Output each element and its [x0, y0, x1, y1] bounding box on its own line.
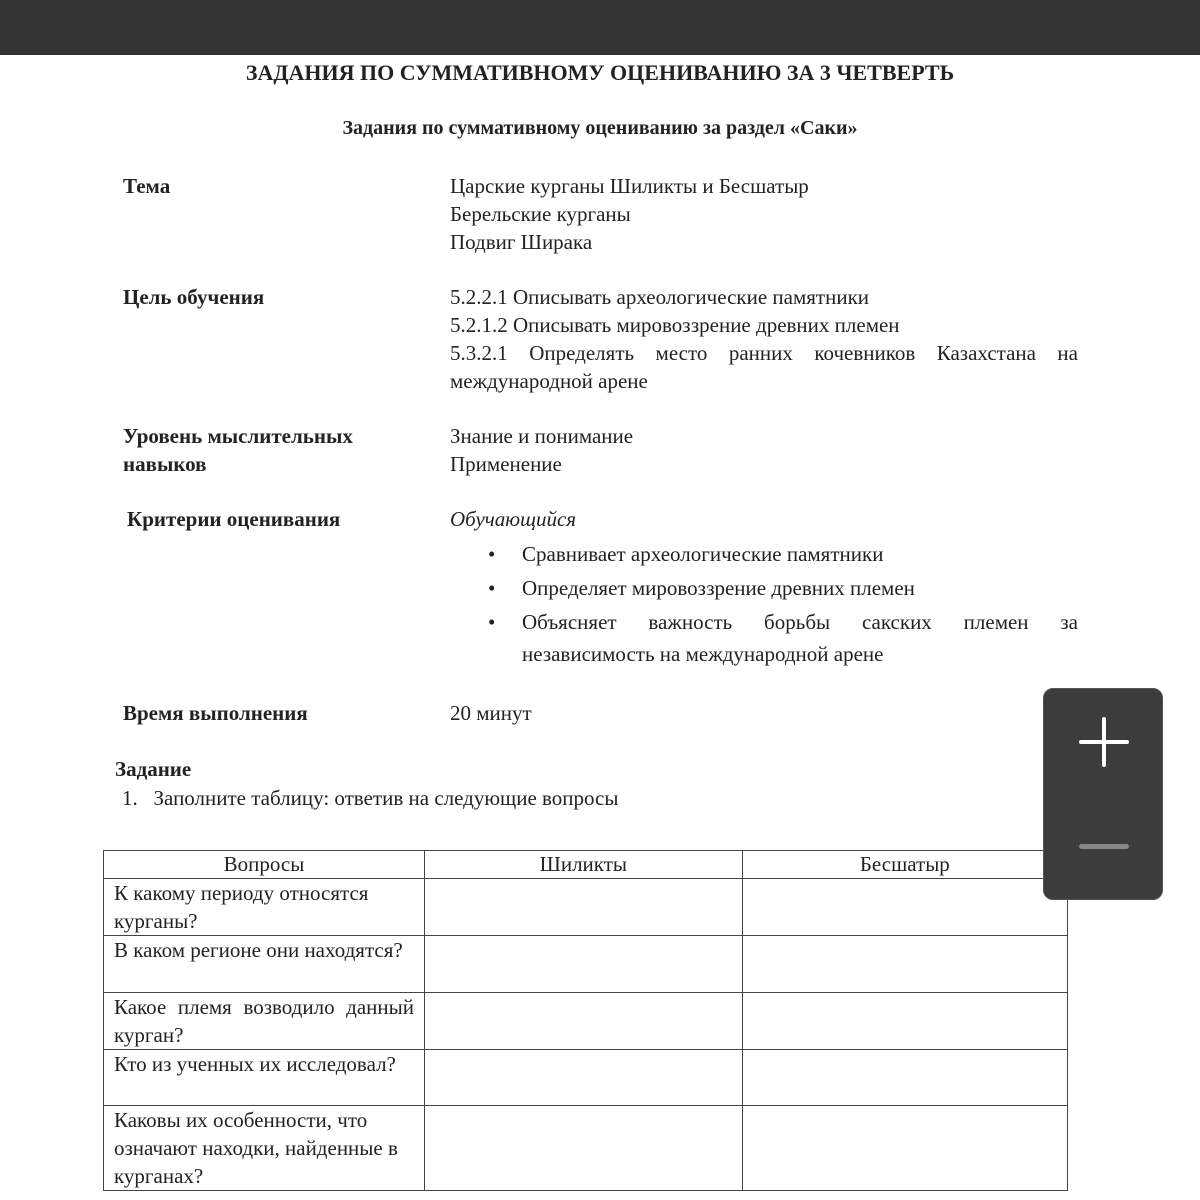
time-value: 20 минут — [450, 701, 532, 725]
topic-value: Царские курганы Шиликты и Бесшатыр — [450, 174, 809, 198]
criteria-list — [488, 538, 1078, 672]
question-cell: Какое племя возводило данный курган? — [104, 993, 425, 1050]
table-row — [104, 1106, 1068, 1191]
answer-cell-shilikty[interactable] — [425, 993, 743, 1050]
level-value: Знание и понимание — [450, 424, 634, 448]
goal-values — [450, 283, 1078, 395]
criteria-item — [488, 572, 1078, 604]
question-cell: Каковы их особенности, что означают находки, найденные в курганах? — [104, 1106, 425, 1191]
level-values — [450, 422, 1078, 478]
topic-values — [450, 172, 1078, 256]
criteria-intro: Обучающийся — [450, 507, 577, 531]
answer-cell-shilikty[interactable] — [425, 1050, 743, 1106]
criteria-item-text: Определяет мировоззрение древних племен — [522, 576, 915, 600]
answer-cell-shilikty[interactable] — [425, 936, 743, 993]
answer-cell-besshatyr[interactable] — [742, 936, 1067, 993]
level-label-line: навыков — [123, 452, 207, 476]
zoom-controls — [1043, 688, 1163, 900]
answer-cell-besshatyr[interactable] — [742, 1106, 1067, 1191]
topic-value: Берельские курганы — [450, 202, 631, 226]
topic-value: Подвиг Ширака — [450, 230, 593, 254]
answer-table — [103, 850, 1068, 1191]
criteria-item — [488, 606, 1078, 670]
bullet-icon: • — [488, 610, 496, 634]
level-label — [123, 422, 353, 478]
column-header: Бесшатыр — [742, 851, 1067, 879]
table-header-row — [104, 851, 1068, 879]
top-toolbar — [0, 0, 1200, 55]
goal-value: 5.2.1.2 Описывать мировоззрение древних племен — [450, 313, 900, 337]
task-item: 1. Заполните таблицу: ответив на следующие вопросы — [122, 786, 619, 810]
criteria-item-text: Сравнивает археологические памятники — [522, 542, 884, 566]
topic-label: Тема — [123, 174, 171, 198]
answer-cell-shilikty[interactable] — [425, 879, 743, 936]
plus-icon[interactable] — [1079, 717, 1129, 767]
criteria-item-text: Объясняет важность борьбы сакских племен за независимость на международной арене — [522, 610, 1078, 666]
answer-cell-besshatyr[interactable] — [742, 1050, 1067, 1106]
answer-cell-besshatyr[interactable] — [742, 993, 1067, 1050]
table-row — [104, 993, 1068, 1050]
level-label-line: Уровень мыслительных — [123, 424, 353, 448]
goal-value: 5.2.2.1 Описывать археологические памятники — [450, 285, 870, 309]
table-row — [104, 936, 1068, 993]
level-value: Применение — [450, 452, 562, 476]
document-subtitle: Задания по суммативному оцениванию за раздел «Саки» — [342, 117, 858, 139]
column-header: Вопросы — [104, 851, 425, 879]
minus-icon[interactable] — [1079, 844, 1129, 849]
column-header: Шиликты — [425, 851, 743, 879]
answer-cell-shilikty[interactable] — [425, 1106, 743, 1191]
bullet-icon: • — [488, 542, 496, 566]
criteria-item — [488, 538, 1078, 570]
table-row — [104, 879, 1068, 936]
goal-label: Цель обучения — [123, 285, 265, 309]
time-label: Время выполнения — [123, 701, 308, 725]
task-heading: Задание — [115, 757, 192, 781]
criteria-label: Критерии оценивания — [127, 507, 341, 531]
document-title: ЗАДАНИЯ ПО СУММАТИВНОМУ ОЦЕНИВАНИЮ ЗА 3 ЧЕТВЕРТЬ — [245, 60, 955, 85]
answer-cell-besshatyr[interactable] — [742, 879, 1067, 936]
table-row — [104, 1050, 1068, 1106]
question-cell: Кто из ученных их исследовал? — [104, 1050, 425, 1106]
bullet-icon: • — [488, 576, 496, 600]
question-cell: В каком регионе они находятся? — [104, 936, 425, 993]
question-cell: К какому периоду относятся курганы? — [104, 879, 425, 936]
goal-value: 5.3.2.1 Определять место ранних кочевников Казахстана на международной арене — [450, 341, 1078, 393]
